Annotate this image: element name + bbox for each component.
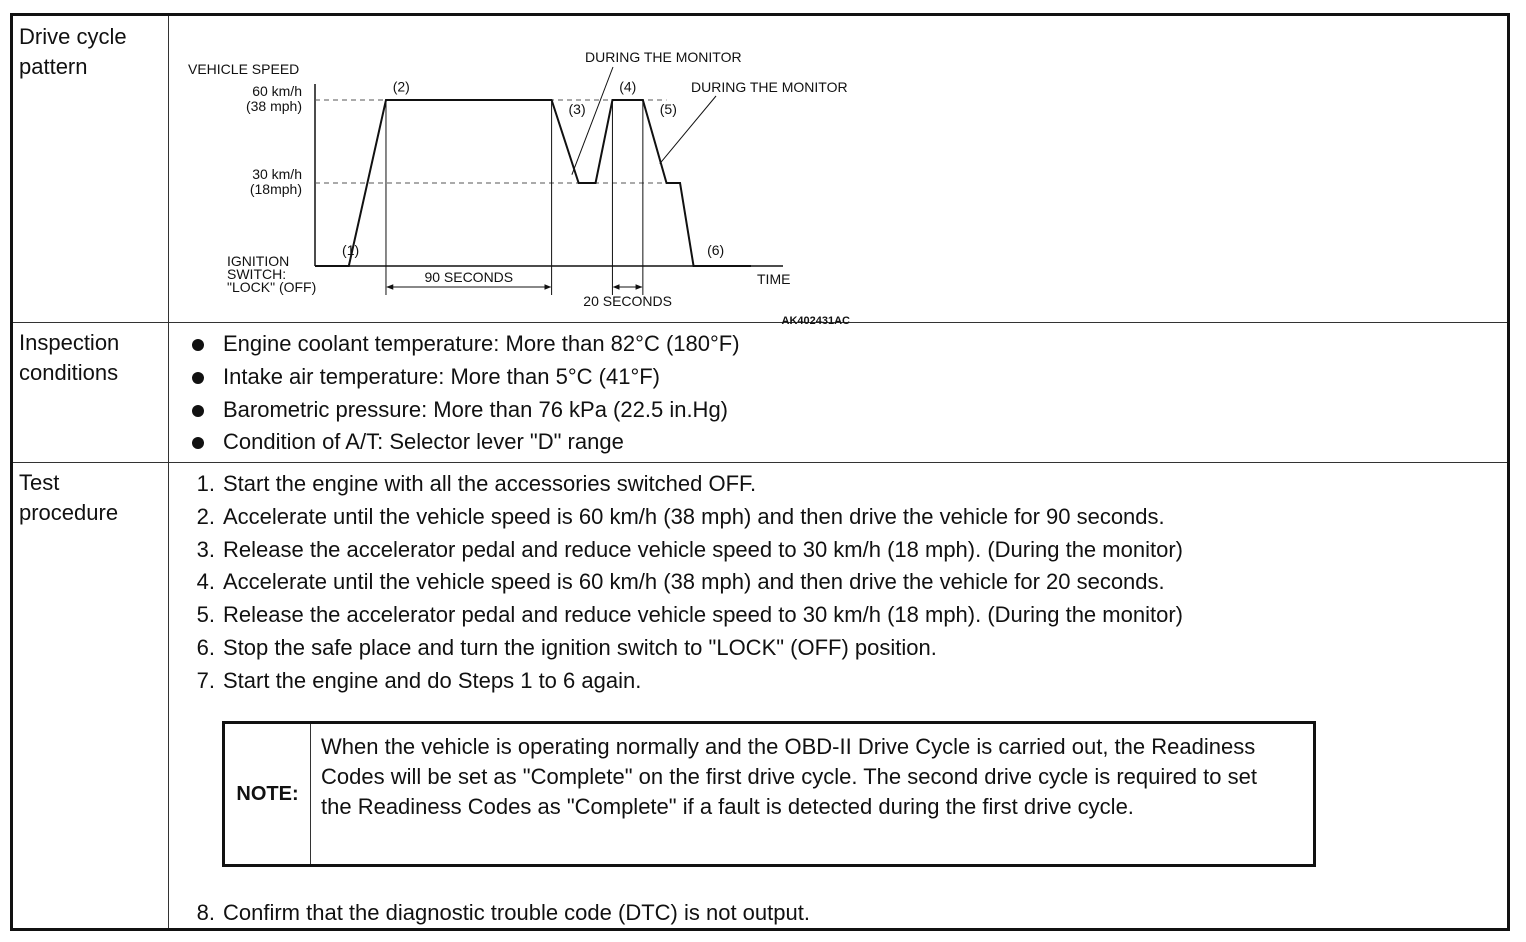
y-axis-label: VEHICLE SPEED bbox=[188, 61, 300, 77]
baseline-label: "LOCK" (OFF) bbox=[227, 279, 317, 295]
inspection-conditions-label: Inspection conditions bbox=[19, 330, 120, 385]
y-tick-label: (18mph) bbox=[249, 181, 302, 197]
procedure-step: 4. Accelerate until the vehicle speed is 60 km/h (38 mph) and then drive the vehicle for 20 seconds. bbox=[196, 569, 1165, 595]
drive-cycle-chart bbox=[178, 34, 878, 327]
column-divider bbox=[168, 16, 169, 928]
procedure-step: 5. Release the accelerator pedal and reduce vehicle speed to 30 km/h (18 mph). (During the monitor) bbox=[196, 602, 1183, 628]
bullet-icon bbox=[192, 372, 204, 384]
phase-label: (2) bbox=[392, 78, 410, 95]
note-box bbox=[222, 721, 1316, 867]
phase-label: (1) bbox=[342, 241, 360, 258]
phase-label: (5) bbox=[659, 100, 677, 117]
procedure-step: 8. Confirm that the diagnostic trouble code (DTC) is not output. bbox=[196, 900, 810, 925]
figure-code: AK402431AC bbox=[781, 315, 850, 327]
row-divider bbox=[13, 322, 1507, 323]
duration-label: 90 SECONDS bbox=[424, 269, 514, 285]
monitor-annotation: DURING THE MONITOR bbox=[585, 49, 742, 65]
list-item: Engine coolant temperature: More than 82°C (180°F) bbox=[189, 328, 740, 361]
procedure-step: 3. Release the accelerator pedal and reduce vehicle speed to 30 km/h (18 mph). (During the monitor) bbox=[196, 536, 1183, 562]
bullet-icon bbox=[192, 437, 204, 449]
procedure-step: 6. Stop the safe place and turn the ignition switch to "LOCK" (OFF) position. bbox=[196, 634, 937, 660]
drive-cycle-label: Drive cycle pattern bbox=[19, 24, 127, 79]
x-axis-label: TIME bbox=[757, 271, 791, 287]
note-text: When the vehicle is operating normally and the OBD-II Drive Cycle is carried out, the Readiness Codes will be set as "Complete" on the first drive cycle. The second drive cycle is required to set the Readiness Codes as "Complete" if a fault is detected during the first drive cycle. bbox=[321, 734, 1257, 819]
y-tick-label: (38 mph) bbox=[245, 98, 302, 114]
phase-label: (6) bbox=[707, 241, 725, 258]
list-item: Intake air temperature: More than 5°C (41°F) bbox=[189, 361, 740, 394]
note-label: NOTE: bbox=[225, 724, 311, 864]
duration-label: 20 SECONDS bbox=[583, 293, 673, 309]
drive-cycle-table bbox=[10, 13, 1510, 931]
procedure-step: 1. Start the engine with all the accessories switched OFF. bbox=[196, 471, 757, 496]
baseline-label: IGNITION bbox=[227, 253, 290, 269]
row-divider bbox=[13, 462, 1507, 463]
y-tick-label: 30 km/h bbox=[252, 166, 302, 182]
bullet-icon bbox=[192, 339, 204, 351]
procedure-step: 7. Start the engine and do Steps 1 to 6 again. bbox=[196, 667, 642, 693]
bullet-icon bbox=[192, 405, 204, 417]
test-procedure-steps bbox=[189, 468, 1183, 698]
list-item: Condition of A/T: Selector lever "D" range bbox=[189, 426, 740, 459]
list-item: Barometric pressure: More than 76 kPa (22.5 in.Hg) bbox=[189, 394, 740, 427]
procedure-step: 2. Accelerate until the vehicle speed is 60 km/h (38 mph) and then drive the vehicle for 90 seconds. bbox=[196, 503, 1165, 529]
annotation-leader bbox=[572, 67, 613, 175]
phase-label: (3) bbox=[568, 100, 586, 117]
test-procedure-label: Test procedure bbox=[19, 470, 119, 525]
baseline-label: SWITCH: bbox=[227, 266, 287, 282]
y-tick-label: 60 km/h bbox=[252, 83, 302, 99]
inspection-conditions-list bbox=[189, 328, 740, 459]
monitor-annotation: DURING THE MONITOR bbox=[691, 79, 848, 95]
phase-label: (4) bbox=[619, 78, 637, 95]
